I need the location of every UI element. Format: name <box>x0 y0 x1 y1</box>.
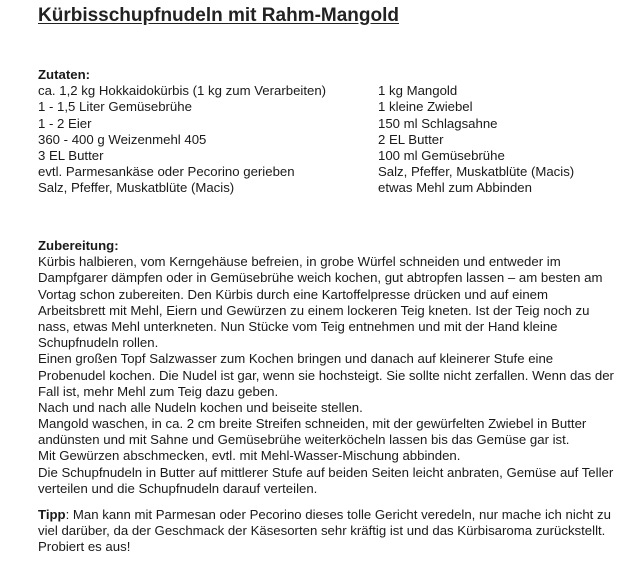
tip-label: Tipp <box>38 507 66 522</box>
preparation-line: andünsten und mit Sahne und Gemüsebrühe weiterköcheln lassen bis das Gemüse gar ist. <box>38 432 570 448</box>
ingredient-item: 1 - 2 Eier <box>38 115 92 131</box>
ingredients-right-column <box>378 83 574 196</box>
ingredient-item: Salz, Pfeffer, Muskatblüte (Macis) <box>378 164 575 180</box>
ingredient-item: Salz, Pfeffer, Muskatblüte (Macis) <box>38 180 235 196</box>
ingredient-item: ca. 1,2 kg Hokkaidokürbis (1 kg zum Verarbeiten) <box>38 83 327 99</box>
preparation-line: Arbeitsbrett mit Mehl, Eiern und Gewürzen zu einem lockeren Teig kneten. Ist der Teig noch zu <box>38 302 590 318</box>
preparation-line: Mangold waschen, in ca. 2 cm breite Streifen schneiden, mit der gewürfelten Zwiebel in Butter <box>38 416 587 432</box>
ingredient-item: 2 EL Butter <box>378 131 444 147</box>
ingredient-item: etwas Mehl zum Abbinden <box>378 180 532 196</box>
preparation-line: Mit Gewürzen abschmecken, evtl. mit Mehl-Wasser-Mischung abbinden. <box>38 448 461 464</box>
preparation-line: Schupfnudeln rollen. <box>38 335 159 351</box>
ingredient-item: 150 ml Schlagsahne <box>378 115 498 131</box>
preparation-line: Einen großen Topf Salzwasser zum Kochen bringen und danach auf kleinerer Stufe eine <box>38 351 554 367</box>
ingredient-item: 3 EL Butter <box>38 147 104 163</box>
ingredient-item: evtl. Parmesankäse oder Pecorino gerieben <box>38 164 295 180</box>
ingredients-heading: Zutaten: <box>38 67 91 82</box>
preparation-line: Probenudel kochen. Die Nudel ist gar, wenn sie hochsteigt. Sie sollte nicht zerfallen. Wenn das der <box>38 367 614 383</box>
tip-section <box>38 507 640 556</box>
preparation-heading: Zubereitung: <box>38 238 119 253</box>
ingredient-item: 100 ml Gemüsebrühe <box>378 147 505 163</box>
preparation-line: Vortag schon zubereiten. Den Kürbis durch eine Kartoffelpresse drücken und auf einem <box>38 286 548 302</box>
preparation-line: Dampfgarer dämpfen oder in Gemüsebrühe weich kochen, gut abtropfen lassen – am besten am <box>38 270 603 286</box>
ingredients-section <box>38 67 638 196</box>
recipe-title: Kürbisschupfnudeln mit Rahm-Mangold <box>38 5 399 26</box>
preparation-section <box>38 238 640 497</box>
ingredient-item: 1 - 1,5 Liter Gemüsebrühe <box>38 99 192 115</box>
ingredients-left-column <box>38 83 326 196</box>
preparation-line: Kürbis halbieren, vom Kerngehäuse befreien, in grobe Würfel schneiden und entweder im <box>38 254 561 270</box>
tip-text: : Man kann mit Parmesan oder Pecorino dieses tolle Gericht veredeln, nur mache ich nicht zu <box>65 507 611 522</box>
preparation-line: nass, etwas Mehl unterkneten. Nun Stücke vom Teig entnehmen und mit der Hand kleine <box>38 318 558 334</box>
preparation-line: verteilen und die Schupfnudeln darauf verteilen. <box>38 480 318 496</box>
ingredient-item: 1 kg Mangold <box>378 83 458 99</box>
ingredient-item: 1 kleine Zwiebel <box>378 99 473 115</box>
preparation-line: Fall ist, mehr Mehl zum Teig dazu geben. <box>38 383 279 399</box>
tip-line <box>38 507 640 523</box>
preparation-line: Die Schupfnudeln in Butter auf mittlerer Stufe auf beiden Seiten leicht anbraten, Gemüse auf Teller <box>38 464 614 480</box>
ingredient-item: 360 - 400 g Weizenmehl 405 <box>38 131 207 147</box>
tip-line: Probiert es aus! <box>38 539 131 555</box>
tip-line: viel darüber, da der Geschmack der Käsesorten sehr kräftig ist und das Kürbisaroma zurückstellt. <box>38 523 606 539</box>
preparation-line: Nach und nach alle Nudeln kochen und beiseite stellen. <box>38 399 363 415</box>
